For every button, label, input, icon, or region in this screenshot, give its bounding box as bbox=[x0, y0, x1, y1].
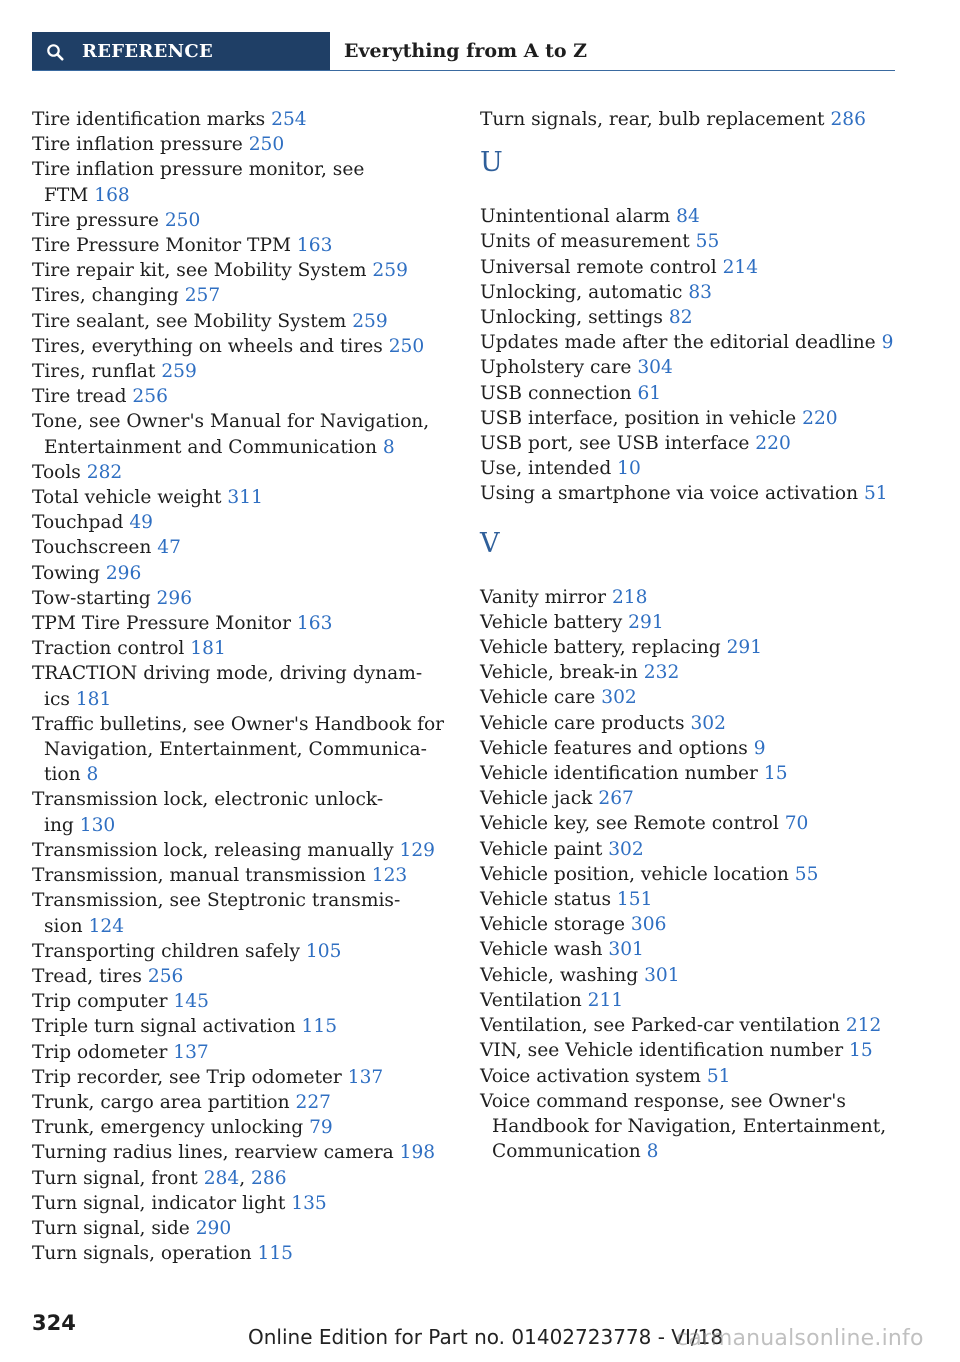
entry-text: Vehicle status bbox=[480, 889, 617, 911]
entry-text: Total vehicle weight bbox=[32, 487, 228, 509]
entry-text: Communication bbox=[492, 1141, 647, 1163]
index-entry bbox=[32, 863, 452, 888]
index-entry bbox=[32, 309, 452, 334]
entry-text: Vehicle, washing bbox=[480, 964, 645, 986]
entry-text: Tools bbox=[32, 461, 87, 483]
entry-text: VIN, see Vehicle identification number bbox=[480, 1040, 849, 1062]
entry-text: USB connection bbox=[480, 382, 638, 404]
page-link[interactable]: 291 bbox=[726, 637, 763, 659]
page-link[interactable]: 15 bbox=[849, 1040, 873, 1062]
page-link[interactable]: 220 bbox=[802, 407, 838, 429]
index-entry bbox=[32, 586, 452, 611]
index-entry bbox=[480, 610, 900, 635]
page-link[interactable]: 163 bbox=[296, 613, 333, 635]
entry-text: Tire inflation pressure bbox=[32, 134, 249, 156]
entry-text: Vehicle key, see Remote control bbox=[480, 813, 785, 835]
page-link[interactable]: 61 bbox=[637, 382, 662, 404]
index-entry bbox=[480, 635, 900, 660]
entry-text: Tow-starting bbox=[32, 587, 157, 609]
index-entry bbox=[480, 381, 900, 406]
entry-text: Vehicle battery bbox=[480, 611, 629, 633]
section-title: Everything from A to Z bbox=[344, 40, 588, 62]
page-link[interactable]: 259 bbox=[161, 361, 197, 383]
entry-text: Vehicle wash bbox=[480, 939, 609, 961]
index-entry bbox=[480, 711, 900, 736]
page-link[interactable]: 212 bbox=[845, 1015, 882, 1037]
entry-text: Turn signal, front bbox=[32, 1167, 204, 1189]
page-link[interactable]: 49 bbox=[129, 512, 153, 534]
entry-text: Vehicle identification number bbox=[480, 763, 764, 785]
entry-text: Ventilation bbox=[480, 989, 588, 1011]
entry-text: Touchpad bbox=[32, 512, 130, 534]
index-entry bbox=[32, 787, 452, 837]
entry-text: Turn signal, side bbox=[32, 1217, 196, 1239]
page-link[interactable]: 302 bbox=[690, 712, 726, 734]
entry-text: Tires, runflat bbox=[32, 361, 162, 383]
index-entry bbox=[480, 431, 900, 456]
entry-text: sion bbox=[44, 915, 89, 937]
entry-text: Upholstery care bbox=[480, 357, 638, 379]
entry-text: Transmission, manual transmission bbox=[32, 865, 372, 887]
page-link[interactable]: 304 bbox=[637, 357, 673, 379]
index-entry bbox=[480, 660, 900, 685]
page-link[interactable]: 79 bbox=[309, 1117, 333, 1139]
index-entry bbox=[480, 837, 900, 862]
entry-text: Turn signal, indicator light bbox=[32, 1192, 292, 1214]
index-entry bbox=[480, 937, 900, 962]
entry-text: Vehicle storage bbox=[480, 914, 631, 936]
entry-text: Tire inflation pressure monitor, see bbox=[32, 159, 365, 181]
index-entry bbox=[32, 1014, 452, 1039]
entry-text: Towing bbox=[32, 562, 106, 584]
entry-text: ics bbox=[44, 688, 76, 710]
entry-text: Tone, see Owner's Manual for Navigation, bbox=[32, 411, 430, 433]
page-link[interactable]: 256 bbox=[132, 386, 168, 408]
index-entry bbox=[480, 811, 900, 836]
index-entry bbox=[480, 355, 900, 380]
index-entry bbox=[32, 1216, 452, 1241]
entry-text: Transmission lock, releasing manually bbox=[32, 839, 400, 861]
page-link[interactable]: 286 bbox=[830, 109, 866, 130]
page-link[interactable]: 296 bbox=[156, 587, 193, 609]
page-link[interactable]: 82 bbox=[668, 307, 693, 329]
index-entry bbox=[32, 712, 452, 788]
page-link[interactable]: 232 bbox=[643, 662, 680, 684]
page-number: 324 bbox=[32, 1311, 76, 1335]
index-entry bbox=[480, 736, 900, 761]
index-entry bbox=[480, 406, 900, 431]
entry-text: USB port, see USB interface bbox=[480, 433, 756, 455]
index-entry bbox=[480, 988, 900, 1013]
page-link[interactable]: 115 bbox=[257, 1243, 293, 1265]
index-entry bbox=[32, 107, 452, 132]
index-entry bbox=[32, 1191, 452, 1216]
index-entry bbox=[32, 157, 452, 207]
entry-text: Entertainment and Communication bbox=[44, 436, 383, 458]
page-link[interactable]: 254 bbox=[271, 109, 307, 130]
page-link[interactable]: 227 bbox=[295, 1091, 331, 1113]
entry-text: Traffic bulletins, see Owner's Handbook for bbox=[32, 713, 445, 735]
index-entry bbox=[480, 1064, 900, 1089]
page-link[interactable]: 51 bbox=[863, 483, 888, 505]
entry-text: Use, intended bbox=[480, 458, 618, 480]
page-header bbox=[32, 32, 895, 71]
entry-text: Vehicle care products bbox=[480, 712, 691, 734]
page-link[interactable]: 290 bbox=[195, 1217, 232, 1239]
page-link[interactable]: 256 bbox=[147, 965, 184, 987]
index-entry bbox=[32, 888, 452, 938]
entry-text: TRACTION driving mode, driving dynam- bbox=[32, 663, 423, 685]
page-link[interactable]: 286 bbox=[251, 1167, 287, 1189]
index-entry bbox=[480, 305, 900, 330]
page-link[interactable]: 137 bbox=[173, 1041, 209, 1063]
index-entry bbox=[32, 1166, 452, 1191]
index-entry bbox=[32, 283, 452, 308]
entry-text: Tire pressure bbox=[32, 209, 165, 231]
index-entry bbox=[32, 258, 452, 283]
index-entry bbox=[32, 535, 452, 560]
entry-text: Unlocking, settings bbox=[480, 307, 669, 329]
entry-text: Traction control bbox=[32, 638, 191, 660]
index-entry bbox=[480, 107, 900, 132]
index-entry bbox=[32, 561, 452, 586]
page-link[interactable]: 105 bbox=[305, 940, 342, 962]
index-entry bbox=[480, 204, 900, 229]
entry-text: Tire repair kit, see Mobility System bbox=[32, 260, 373, 282]
edition-footer: Online Edition for Part no. 01402723778 - VI/18 bbox=[248, 1325, 724, 1349]
entry-text: FTM bbox=[44, 184, 95, 206]
entry-text: Vehicle care bbox=[480, 687, 602, 709]
page-link[interactable]: 129 bbox=[399, 839, 435, 861]
search-icon bbox=[46, 43, 64, 61]
index-entry bbox=[32, 1140, 452, 1165]
page-link[interactable]: 8 bbox=[86, 764, 99, 786]
entry-text: Vehicle paint bbox=[480, 838, 609, 860]
page-link[interactable]: 218 bbox=[611, 586, 648, 608]
page-link[interactable]: 130 bbox=[79, 814, 116, 836]
index-entry bbox=[32, 334, 452, 359]
index-entry bbox=[32, 611, 452, 636]
section-letter-v: V bbox=[480, 527, 500, 559]
index-column-left bbox=[32, 107, 452, 1266]
page-link[interactable]: 267 bbox=[598, 788, 634, 810]
index-entry bbox=[480, 862, 900, 887]
entry-text: Turning radius lines, rearview camera bbox=[32, 1142, 400, 1164]
page-link[interactable]: 311 bbox=[227, 487, 263, 509]
entry-text: Tires, changing bbox=[32, 285, 185, 307]
entry-text: Trip odometer bbox=[32, 1041, 174, 1063]
entry-text: Ventilation, see Parked-car ventilation bbox=[480, 1015, 846, 1037]
index-entry bbox=[480, 585, 900, 610]
index-entry bbox=[480, 963, 900, 988]
page-link[interactable]: 291 bbox=[628, 611, 664, 633]
entry-text: Tread, tires bbox=[32, 965, 148, 987]
page-link[interactable]: 123 bbox=[371, 865, 408, 887]
page-link[interactable]: 135 bbox=[291, 1192, 327, 1214]
page-link[interactable]: 284 bbox=[203, 1167, 240, 1189]
index-entry bbox=[480, 1089, 900, 1165]
page-link[interactable]: 211 bbox=[587, 989, 624, 1011]
page-link[interactable]: 145 bbox=[173, 991, 209, 1013]
entry-text: Tire identification marks bbox=[32, 109, 272, 130]
entry-text: Vanity mirror bbox=[480, 586, 612, 608]
page-link[interactable]: 115 bbox=[301, 1016, 338, 1038]
index-entry bbox=[32, 510, 452, 535]
page-link[interactable]: 8 bbox=[646, 1141, 659, 1163]
entry-text: Turn signals, rear, bulb replacement bbox=[480, 109, 831, 130]
page-link[interactable]: 70 bbox=[784, 813, 809, 835]
section-letter-u: U bbox=[480, 147, 503, 179]
entry-text: TPM Tire Pressure Monitor bbox=[32, 613, 297, 635]
index-entry bbox=[480, 229, 900, 254]
entry-text: Units of measurement bbox=[480, 231, 696, 253]
entry-text: Trunk, emergency unlocking bbox=[32, 1117, 310, 1139]
entry-text: Vehicle, break-in bbox=[480, 662, 644, 684]
index-entry bbox=[32, 989, 452, 1014]
entry-text: Navigation, Entertainment, Communica- bbox=[44, 739, 427, 761]
entry-text: Tire Pressure Monitor TPM bbox=[32, 235, 297, 257]
index-entry bbox=[480, 456, 900, 481]
index-entry bbox=[32, 460, 452, 485]
page-link[interactable]: 168 bbox=[94, 184, 130, 206]
entry-text: ing bbox=[44, 814, 80, 836]
index-entry bbox=[480, 481, 900, 506]
index-entry bbox=[32, 132, 452, 157]
page-link[interactable]: 83 bbox=[688, 281, 712, 303]
index-entry bbox=[32, 1090, 452, 1115]
page-link[interactable]: 259 bbox=[372, 260, 408, 282]
page-link[interactable]: 250 bbox=[248, 134, 285, 156]
index-entry bbox=[32, 409, 452, 459]
index-entry bbox=[32, 359, 452, 384]
index-entry bbox=[32, 636, 452, 661]
index-entry bbox=[480, 255, 900, 280]
entry-text: Universal remote control bbox=[480, 256, 723, 278]
page-link[interactable]: 259 bbox=[352, 310, 388, 332]
index-entry bbox=[32, 939, 452, 964]
entry-text: Transmission lock, electronic unlock- bbox=[32, 789, 384, 811]
page-link[interactable]: 250 bbox=[388, 335, 425, 357]
watermark: carmanualsonline.info bbox=[676, 1326, 924, 1351]
entry-text: Tire sealant, see Mobility System bbox=[32, 310, 353, 332]
entry-text: Trunk, cargo area partition bbox=[32, 1091, 296, 1113]
page-link[interactable]: 8 bbox=[382, 436, 395, 458]
entry-text: Tire tread bbox=[32, 386, 133, 408]
entry-text: Updates made after the editorial deadline bbox=[480, 332, 882, 354]
page-link[interactable]: 181 bbox=[75, 688, 112, 710]
index-entry bbox=[480, 761, 900, 786]
page-link[interactable]: 55 bbox=[794, 863, 819, 885]
page-link[interactable]: 9 bbox=[881, 332, 894, 354]
page-link[interactable]: 250 bbox=[164, 209, 201, 231]
page-link[interactable]: 151 bbox=[616, 889, 653, 911]
entry-text: Turn signals, operation bbox=[32, 1243, 258, 1265]
page-link[interactable]: 15 bbox=[763, 763, 788, 785]
index-entry bbox=[480, 330, 900, 355]
page-link[interactable]: 220 bbox=[755, 433, 791, 455]
index-entry bbox=[32, 1065, 452, 1090]
page-link[interactable]: 301 bbox=[644, 964, 680, 986]
index-entry bbox=[32, 384, 452, 409]
index-entry bbox=[32, 1040, 452, 1065]
entry-text: Voice command response, see Owner's bbox=[480, 1090, 846, 1112]
index-column-right bbox=[480, 107, 900, 1164]
entry-text: Vehicle jack bbox=[480, 788, 599, 810]
page-link[interactable]: 10 bbox=[617, 458, 641, 480]
index-entry bbox=[32, 1241, 452, 1266]
index-entry bbox=[480, 912, 900, 937]
index-entry bbox=[480, 1038, 900, 1063]
page-link[interactable]: 306 bbox=[630, 914, 667, 936]
page-link[interactable]: 55 bbox=[695, 231, 720, 253]
entry-text: USB interface, position in vehicle bbox=[480, 407, 803, 429]
page-link[interactable]: 124 bbox=[88, 915, 125, 937]
page-link[interactable]: 47 bbox=[157, 537, 181, 559]
index-entry bbox=[32, 661, 452, 711]
index-entry bbox=[32, 485, 452, 510]
entry-text: Unlocking, automatic bbox=[480, 281, 689, 303]
entry-text: Transmission, see Steptronic transmis- bbox=[32, 890, 401, 912]
page-link[interactable]: 282 bbox=[86, 461, 123, 483]
page-link[interactable]: 302 bbox=[608, 838, 644, 860]
index-entry bbox=[32, 233, 452, 258]
index-entry bbox=[32, 964, 452, 989]
page-link[interactable]: 296 bbox=[105, 562, 142, 584]
page-link[interactable]: 84 bbox=[676, 206, 700, 228]
page-link[interactable]: 9 bbox=[753, 737, 766, 759]
entry-text: Vehicle features and options bbox=[480, 737, 754, 759]
index-entry bbox=[32, 208, 452, 233]
entry-text: Voice activation system bbox=[480, 1065, 707, 1087]
entry-text: Triple turn signal activation bbox=[32, 1016, 302, 1038]
index-entry bbox=[480, 685, 900, 710]
index-entry bbox=[480, 887, 900, 912]
index-entry bbox=[32, 1115, 452, 1140]
page-link[interactable]: 163 bbox=[296, 235, 333, 257]
index-entry bbox=[480, 786, 900, 811]
index-entry bbox=[480, 280, 900, 305]
entry-text: Transporting children safely bbox=[32, 940, 306, 962]
page-link[interactable]: 181 bbox=[190, 638, 226, 660]
entry-text: Trip recorder, see Trip odometer bbox=[32, 1066, 348, 1088]
entry-text: Touchscreen bbox=[32, 537, 158, 559]
page-link[interactable]: 257 bbox=[184, 285, 221, 307]
entry-text: Trip computer bbox=[32, 991, 174, 1013]
entry-text: Handbook for Navigation, Entertainment, bbox=[492, 1115, 887, 1137]
entry-text: tion bbox=[44, 764, 87, 786]
page-link[interactable]: 302 bbox=[601, 687, 637, 709]
entry-text: Vehicle position, vehicle location bbox=[480, 863, 795, 885]
page-link[interactable]: 214 bbox=[722, 256, 759, 278]
page-link[interactable]: 137 bbox=[347, 1066, 384, 1088]
entry-text: Unintentional alarm bbox=[480, 206, 677, 228]
entry-text: Vehicle battery, replacing bbox=[480, 637, 727, 659]
reference-tab-label: REFERENCE bbox=[82, 41, 214, 62]
index-entry bbox=[480, 1013, 900, 1038]
page-link[interactable]: 51 bbox=[706, 1065, 731, 1087]
page-separator: , bbox=[239, 1167, 252, 1189]
page-link[interactable]: 301 bbox=[608, 939, 644, 961]
page-link[interactable]: 198 bbox=[399, 1142, 436, 1164]
entry-text: Using a smartphone via voice activation bbox=[480, 483, 864, 505]
entry-text: Tires, everything on wheels and tires bbox=[32, 335, 389, 357]
index-entry bbox=[32, 838, 452, 863]
reference-tab[interactable] bbox=[32, 32, 330, 70]
